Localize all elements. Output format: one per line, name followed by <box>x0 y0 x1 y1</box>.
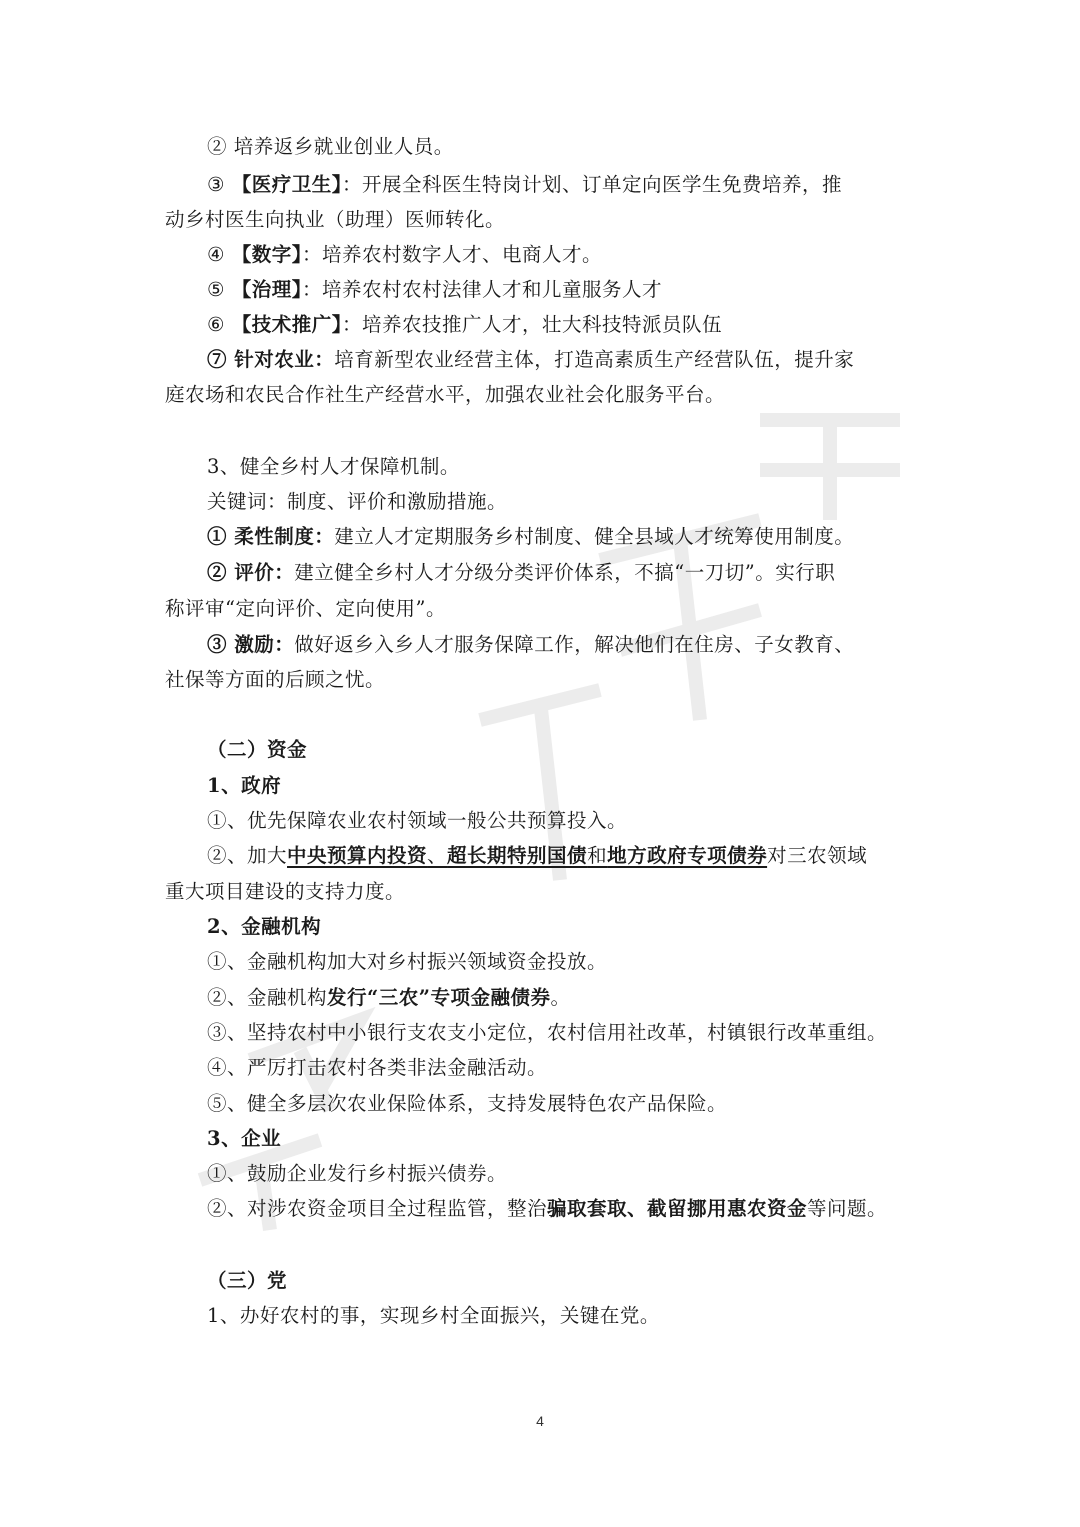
talent-item-5 <box>207 274 967 306</box>
item-keyword: 【数字】 <box>231 243 302 266</box>
item-text: 建立人才定期服务乡村制度、健全县域人才统筹使用制度。 <box>334 525 855 548</box>
item-number: ⑤ <box>207 278 232 301</box>
item-text: 做好返乡入乡人才服务保障工作，解决他们在住房、子女教育、 <box>294 633 855 656</box>
mechanism-item-3-cont: 社保等方面的后顾之忧。 <box>165 668 386 691</box>
funds-heading: （二）资金 <box>207 738 308 761</box>
item-keyword: ③ 激励： <box>207 633 295 656</box>
bold-term: 超长期特别国债 <box>447 844 588 867</box>
talent-item-7-cont: 庭农场和农民合作社生产经营水平，加强农业社会化服务平台。 <box>165 383 726 406</box>
talent-item-3-cont: 动乡村医生向执业（助理）医师转化。 <box>165 208 506 231</box>
ent-item-2 <box>207 1193 967 1225</box>
item-keyword: ② 评价： <box>207 561 295 584</box>
bold-term: 地方政府专项债券 <box>607 844 768 867</box>
ent-heading: 3、企业 <box>207 1127 282 1150</box>
fin-item-4: ④、严厉打击农村各类非法金融活动。 <box>207 1056 548 1079</box>
underlined-span <box>287 844 767 867</box>
item-keyword: ⑦ 针对农业： <box>207 348 335 371</box>
item-number: ⑥ <box>207 313 232 336</box>
item-text: 。 <box>550 986 571 1009</box>
bold-term: 骗取套取、截留挪用惠农资金 <box>547 1197 808 1220</box>
gov-item-2 <box>207 840 967 872</box>
talent-item-3 <box>207 169 967 201</box>
mechanism-item-2 <box>207 557 967 589</box>
item-text: ②、加大 <box>207 844 288 867</box>
gov-heading: 1、政府 <box>207 774 282 797</box>
talent-item-7 <box>207 344 967 376</box>
bold-term: 发行“三农”专项金融债券 <box>327 986 551 1009</box>
item-text: ：培养农村数字人才、电商人才。 <box>301 243 602 266</box>
item-number: ④ <box>207 243 232 266</box>
item-number: ③ <box>207 173 232 196</box>
item-keyword: 【医疗卫生】 <box>231 173 342 196</box>
item-keyword: ① 柔性制度： <box>207 525 335 548</box>
mechanism-keywords: 关键词：制度、评价和激励措施。 <box>207 490 508 513</box>
item-keyword: 【技术推广】 <box>231 313 342 336</box>
ent-item-1: ①、鼓励企业发行乡村振兴债券。 <box>207 1162 508 1185</box>
fin-item-2 <box>207 982 967 1014</box>
item-text: ：培养农村农村法律人才和儿童服务人才 <box>301 278 662 301</box>
mechanism-item-1 <box>207 521 967 553</box>
item-text: 对三农领域 <box>767 844 868 867</box>
talent-item-2: ② 培养返乡就业创业人员。 <box>207 135 454 158</box>
separator: 、 <box>427 844 448 867</box>
talent-item-6 <box>207 309 967 341</box>
separator: 和 <box>587 844 608 867</box>
item-text: ②、金融机构 <box>207 986 328 1009</box>
fin-item-5: ⑤、健全多层次农业保险体系，支持发展特色农产品保险。 <box>207 1092 728 1115</box>
gov-item-2-cont: 重大项目建设的支持力度。 <box>165 880 406 903</box>
gov-item-1: ①、优先保障农业农村领域一般公共预算投入。 <box>207 809 628 832</box>
item-text: ：培养农技推广人才，壮大科技特派员队伍 <box>341 313 722 336</box>
mechanism-item-3 <box>207 629 967 661</box>
bold-term: 中央预算内投资 <box>287 844 428 867</box>
page-number: 4 <box>536 1413 544 1429</box>
party-item-1: 1、办好农村的事，实现乡村全面振兴，关键在党。 <box>207 1304 660 1327</box>
fin-item-3: ③、坚持农村中小银行支农支小定位，农村信用社改革，村镇银行改革重组。 <box>207 1021 888 1044</box>
item-text: 建立健全乡村人才分级分类评价体系，不搞“一刀切”。实行职 <box>294 561 836 584</box>
item-text: ：开展全科医生特岗计划、订单定向医学生免费培养，推 <box>341 173 842 196</box>
item-text: 培育新型农业经营主体，打造高素质生产经营队伍，提升家 <box>334 348 855 371</box>
fin-item-1: ①、金融机构加大对乡村振兴领域资金投放。 <box>207 950 608 973</box>
item-keyword: 【治理】 <box>231 278 302 301</box>
mechanism-heading: 3、健全乡村人才保障机制。 <box>207 455 460 478</box>
talent-item-4 <box>207 239 967 271</box>
item-text: ②、对涉农资金项目全过程监管，整治 <box>207 1197 548 1220</box>
item-text: 等问题。 <box>807 1197 888 1220</box>
party-heading: （三）党 <box>207 1269 288 1292</box>
mechanism-item-2-cont: 称评审“定向评价、定向使用”。 <box>165 597 446 620</box>
fin-heading: 2、金融机构 <box>207 915 322 938</box>
